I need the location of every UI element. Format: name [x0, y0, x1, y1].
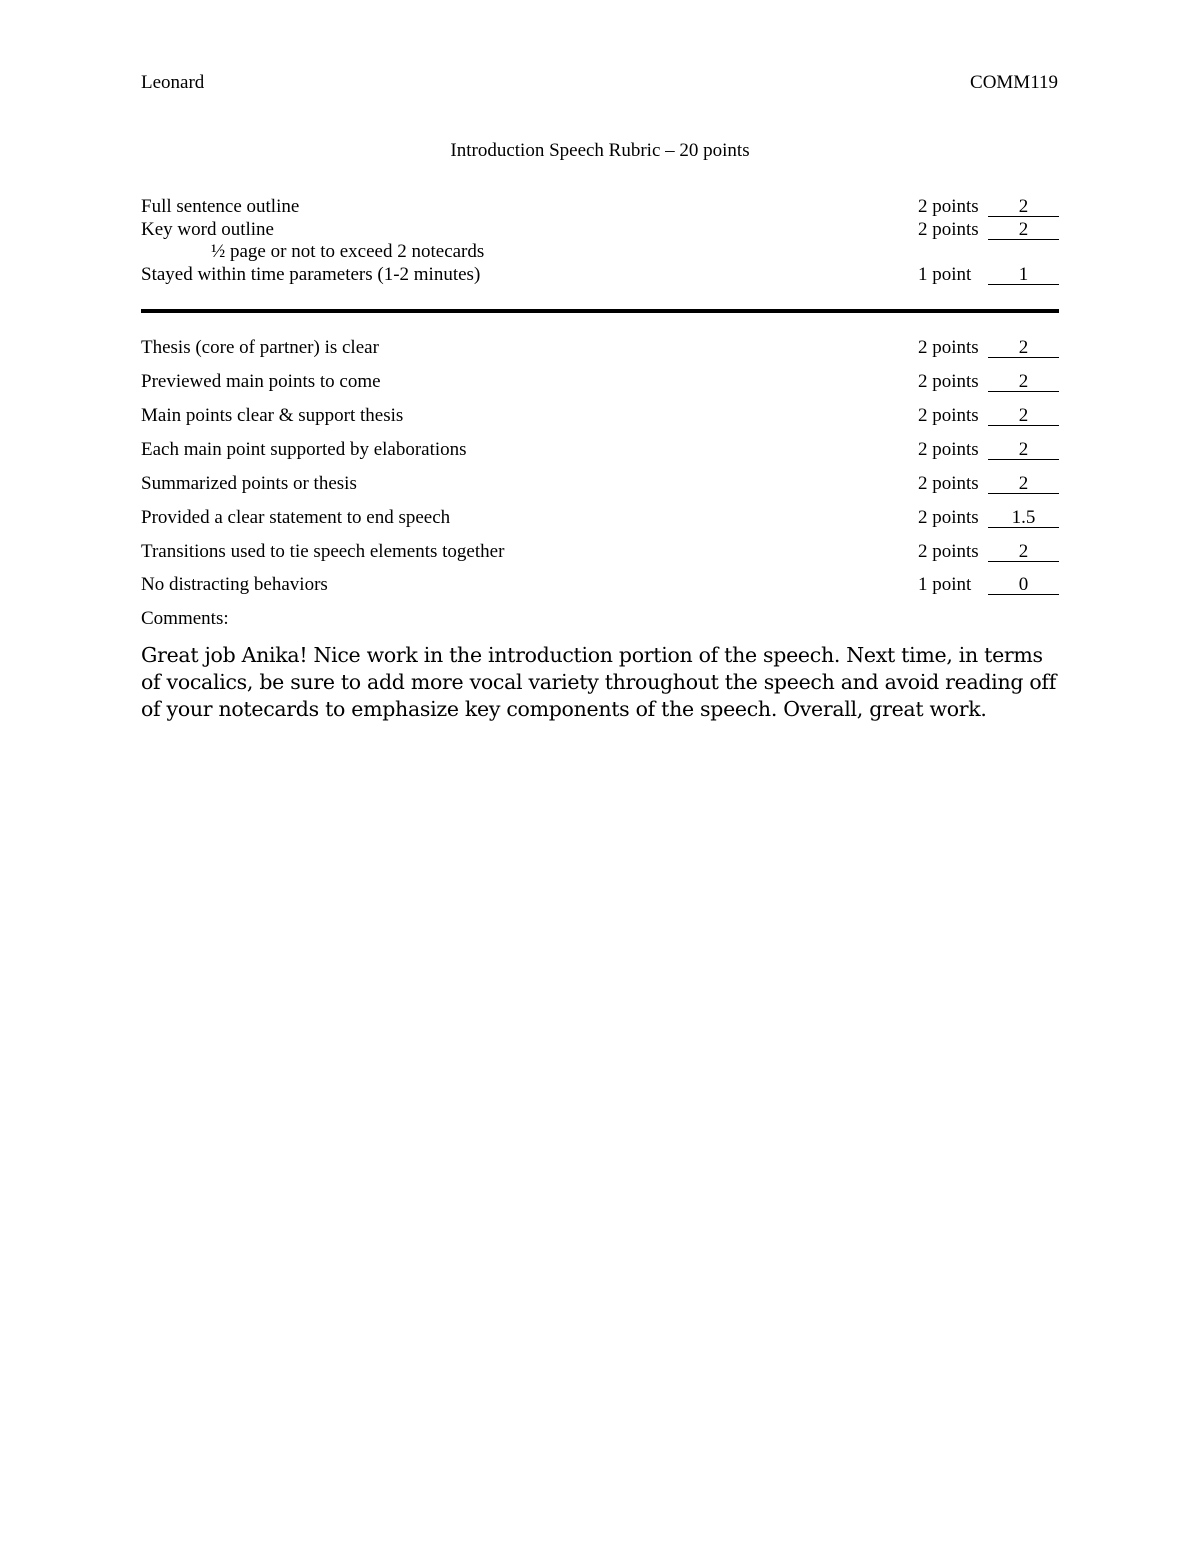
section-divider — [141, 309, 1059, 313]
criterion-score: 2 — [988, 472, 1059, 494]
criterion-points: 2 points — [918, 405, 979, 426]
criterion-label: No distracting behaviors — [141, 574, 328, 595]
criterion-points: 2 points — [918, 371, 979, 392]
criterion-score: 2 — [988, 438, 1059, 460]
criterion-points: 1 point — [918, 574, 972, 595]
criterion-points: 2 points — [918, 541, 979, 562]
criterion-score: 1 — [988, 263, 1059, 285]
criterion-label: Each main point supported by elaborations — [141, 439, 467, 460]
rubric-title: Introduction Speech Rubric – 20 points — [450, 140, 750, 161]
criterion-label: Key word outline — [141, 219, 274, 240]
criterion-score: 2 — [988, 404, 1059, 426]
criterion-points: 2 points — [918, 196, 979, 217]
criterion-score: 2 — [988, 218, 1059, 240]
comments-label: Comments: — [141, 608, 229, 629]
criterion-label: Previewed main points to come — [141, 371, 381, 392]
rubric-row-key-word-outline — [141, 218, 1059, 242]
criterion-score: 2 — [988, 540, 1059, 562]
criterion-label: Thesis (core of partner) is clear — [141, 337, 379, 358]
criterion-label: Transitions used to tie speech elements together — [141, 541, 505, 562]
criterion-points: 2 points — [918, 337, 979, 358]
criterion-score: 2 — [988, 336, 1059, 358]
rubric-row-main-points — [141, 404, 1059, 428]
criterion-points: 2 points — [918, 439, 979, 460]
criterion-points: 2 points — [918, 473, 979, 494]
rubric-row-thesis — [141, 336, 1059, 360]
criterion-sublabel: ½ page or not to exceed 2 notecards — [211, 241, 485, 262]
criterion-points: 1 point — [918, 264, 972, 285]
rubric-row-ending-statement — [141, 506, 1059, 530]
rubric-row-distracting-behaviors — [141, 573, 1059, 597]
criterion-score: 2 — [988, 195, 1059, 217]
rubric-row-full-sentence-outline — [141, 195, 1059, 219]
criterion-score: 1.5 — [988, 506, 1059, 528]
criterion-points: 2 points — [918, 507, 979, 528]
rubric-row-notecards-note — [141, 240, 1059, 264]
header-instructor: Leonard — [141, 72, 205, 93]
criterion-score: 2 — [988, 370, 1059, 392]
rubric-row-time-parameters — [141, 263, 1059, 287]
rubric-row-summary — [141, 472, 1059, 496]
criterion-label: Summarized points or thesis — [141, 473, 357, 494]
criterion-label: Provided a clear statement to end speech — [141, 507, 451, 528]
rubric-row-elaborations — [141, 438, 1059, 462]
rubric-row-preview — [141, 370, 1059, 394]
rubric-row-transitions — [141, 540, 1059, 564]
criterion-label: Main points clear & support thesis — [141, 405, 404, 426]
criterion-score: 0 — [988, 573, 1059, 595]
header-course: COMM119 — [970, 72, 1058, 93]
criterion-points: 2 points — [918, 219, 979, 240]
comments-text: Great job Anika! Nice work in the introduction portion of the speech. Next time, in terms of vocalics, be sure to add more vocal variety throughout the speech and avoid reading off of your notecards to emphasize key components of the speech. Overall, great work. — [141, 643, 1057, 721]
criterion-label: Full sentence outline — [141, 196, 300, 217]
criterion-label: Stayed within time parameters (1-2 minutes) — [141, 264, 481, 285]
